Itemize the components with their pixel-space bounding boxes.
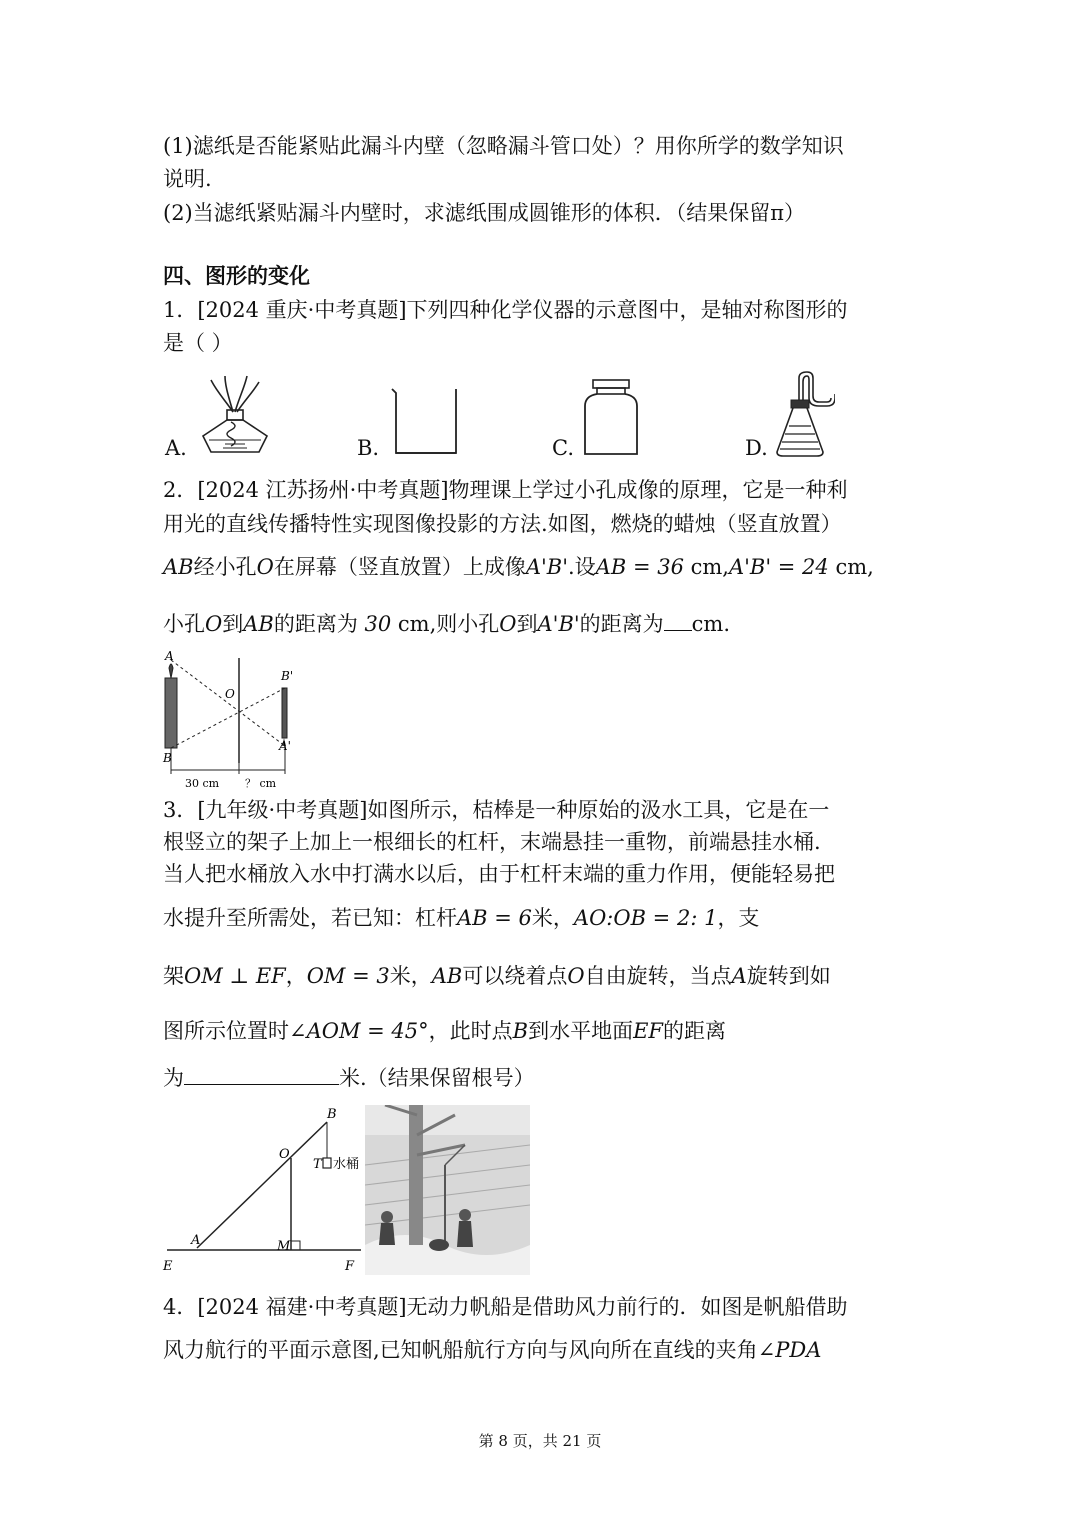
label-b: B — [163, 751, 172, 765]
filter-question-1-line2: 说明. — [163, 167, 212, 191]
q3-line6: 图所示位置时∠AOM = 45°，此时点B到水平地面EF的距离 — [163, 1019, 726, 1043]
well-sweep-illustration — [365, 1105, 530, 1275]
q3-line2: 根竖立的架子上加上一根细长的杠杆，末端悬挂一重物，前端悬挂水桶. — [163, 830, 821, 854]
label-a: A — [165, 649, 174, 663]
page-footer: 第 8 页，共 21 页 — [478, 1432, 602, 1450]
dim-unknown: ？ cm — [245, 777, 277, 790]
conical-flask-icon — [775, 370, 835, 460]
q4-line2: 风力航行的平面示意图,已知帆船航行方向与风向所在直线的夹角∠PDA — [163, 1338, 822, 1362]
beaker-icon — [390, 385, 462, 457]
q3-line5: 架OM ⊥ EF，OM = 3米，AB可以绕着点O自由旋转，当点A旋转到如 — [163, 964, 831, 988]
q1-line1: 1．[2024 重庆·中考真题]下列四种化学仪器的示意图中，是轴对称图形的 — [163, 298, 848, 322]
q3-line1: 3．[九年级·中考真题]如图所示，桔棒是一种原始的汲水工具，它是在一 — [163, 798, 830, 822]
q4-line1: 4．[2024 福建·中考真题]无动力帆船是借助风力前行的．如图是帆船借助 — [163, 1295, 848, 1319]
label-b: B — [327, 1107, 337, 1122]
label-m: M — [277, 1239, 291, 1254]
q1-line2: 是（ ） — [163, 331, 233, 355]
label-a-prime: A' — [279, 739, 291, 753]
q2-line2: 用光的直线传播特性实现图像投影的方法.如图，燃烧的蜡烛（竖直放置） — [163, 512, 842, 536]
label-a: A — [191, 1233, 201, 1248]
label-t: T — [313, 1157, 322, 1172]
filter-question-1-line1: (1)滤纸是否能紧贴此漏斗内壁（忽略漏斗管口处）？用你所学的数学知识 — [163, 134, 844, 158]
label-o: O — [279, 1147, 290, 1162]
reagent-bottle-icon — [583, 378, 639, 458]
q3-line7: 为 米.（结果保留根号） — [163, 1066, 535, 1090]
section-title: 四、图形的变化 — [163, 263, 310, 288]
q1-option-d-label: D. — [745, 436, 768, 460]
q3-answer-blank[interactable] — [184, 1066, 339, 1085]
label-b-prime: B' — [281, 669, 294, 683]
label-f: F — [345, 1259, 355, 1274]
q2-answer-blank[interactable] — [664, 612, 692, 631]
q3-line4: 水提升至所需处，若已知：杠杆AB = 6米，AO:OB = 2: 1，支 — [163, 906, 760, 930]
pinhole-camera-diagram — [155, 648, 305, 793]
label-o: O — [225, 687, 235, 701]
label-bucket: 水桶 — [333, 1157, 360, 1172]
filter-question-2: (2)当滤纸紧贴漏斗内壁时，求滤纸围成圆锥形的体积．（结果保留π） — [163, 201, 806, 225]
q1-option-b-label: B. — [357, 436, 380, 460]
q1-option-c-label: C. — [552, 436, 574, 460]
q2-line4: 小孔O到AB的距离为 30 cm,则小孔O到A'B'的距离为 cm. — [163, 612, 731, 636]
label-e: E — [163, 1259, 173, 1274]
q2-line1: 2．[2024 江苏扬州·中考真题]物理课上学过小孔成像的原理，它是一种利 — [163, 478, 848, 502]
q2-line3: AB经小孔O在屏幕（竖直放置）上成像A'B'.设AB = 36 cm,A'B' = 24 cm, — [163, 555, 874, 579]
dim-30cm: 30 cm — [185, 777, 220, 790]
q3-line3: 当人把水桶放入水中打满水以后，由于杠杆末端的重力作用，便能轻易把 — [163, 862, 835, 886]
well-sweep-diagram — [155, 1100, 375, 1275]
alcohol-lamp-icon — [195, 372, 275, 460]
q1-option-a-label: A. — [165, 436, 187, 460]
